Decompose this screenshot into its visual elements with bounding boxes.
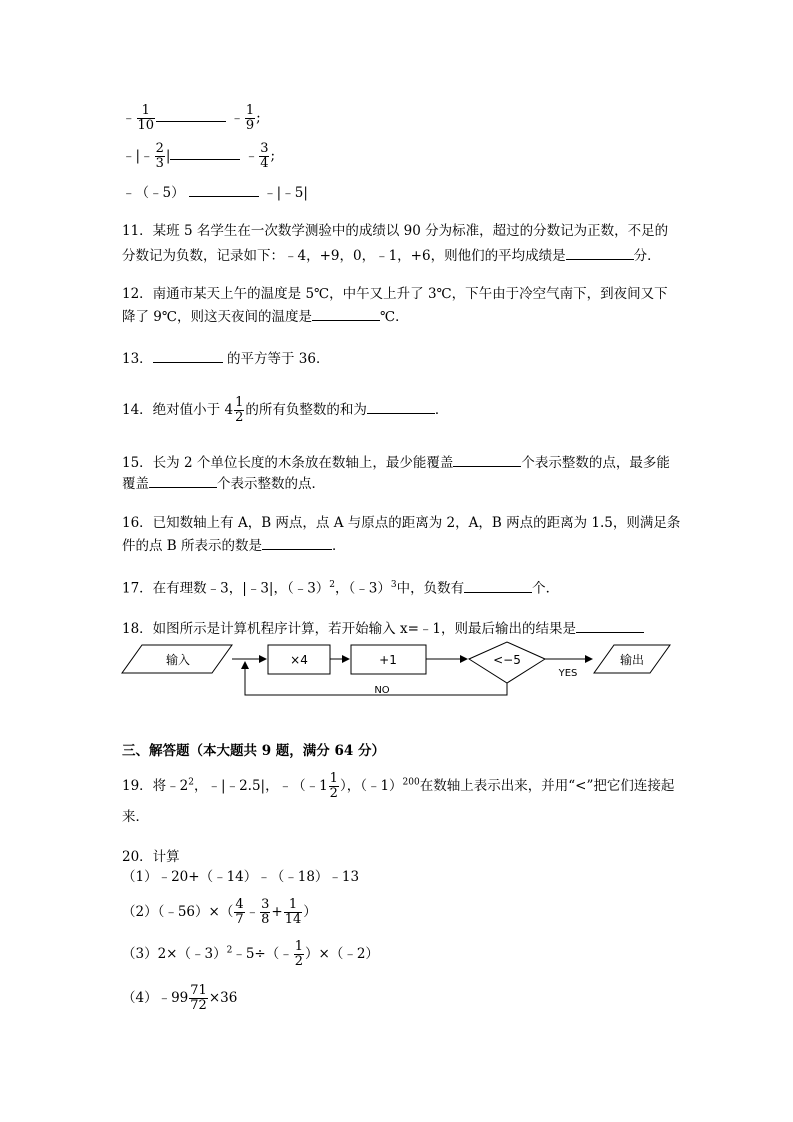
svg-text:×4: ×4 bbox=[290, 653, 308, 667]
output-label: 输出 bbox=[619, 653, 645, 667]
fraction: $\frac{1}{2}$ bbox=[235, 395, 244, 425]
q20-title: 20．计算 bbox=[122, 849, 180, 865]
answer-blank[interactable] bbox=[170, 145, 240, 160]
fraction: $\frac{1}{2}$ bbox=[329, 771, 338, 801]
comparison-line-2: ﹣|﹣ $\frac{2}{3}$ | ﹣ $\frac{3}{4}$ ; bbox=[122, 141, 276, 171]
q12-line2: 降了 9℃，则这天夜间的温度是 ℃． bbox=[122, 306, 409, 326]
fraction: $\frac{1}{2}$ bbox=[294, 939, 304, 969]
svg-text:+1: +1 bbox=[379, 653, 397, 667]
q20-part1: （1）﹣20+（﹣14）﹣（﹣18）﹣13 bbox=[122, 869, 360, 885]
fraction: $\frac{71}{72}$ bbox=[190, 983, 207, 1013]
answer-blank[interactable] bbox=[189, 182, 259, 197]
fraction: $\frac{2}{3}$ bbox=[155, 141, 164, 171]
comparison-line-3: ﹣（﹣5） ﹣|﹣5| bbox=[122, 182, 308, 202]
q11-line2: 分数记为负数，记录如下：﹣4，+9，0，﹣1，+6，则他们的平均成绩是 分． bbox=[122, 245, 661, 265]
section-3-title: 三、解答题（本大题共 9 题，满分 64 分） bbox=[122, 743, 385, 759]
q20-part4: （4）﹣99 $\frac{71}{72}$ ×36 bbox=[122, 983, 238, 1013]
answer-blank[interactable] bbox=[312, 306, 380, 321]
comparison-line-1: ﹣ $\frac{1}{10}$ ﹣ $\frac{1}{9}$ ; bbox=[122, 103, 261, 133]
fraction: $\frac{3}{4}$ bbox=[260, 141, 269, 171]
q16-line2: 件的点 B 所表示的数是 ． bbox=[122, 535, 346, 555]
q17: 17．在有理数﹣3，|﹣3|，（﹣3）$^2$，（﹣3）$^3$中，负数有 个． bbox=[122, 576, 559, 598]
fraction: $\frac{1}{9}$ bbox=[245, 103, 255, 133]
fraction: $\frac{1}{10}$ bbox=[137, 103, 155, 133]
program-flowchart bbox=[120, 640, 680, 700]
answer-blank[interactable] bbox=[464, 578, 532, 593]
answer-blank[interactable] bbox=[262, 535, 332, 550]
q12-line1: 12．南通市某天上午的温度是 5℃，中午又上升了 3℃，下午由于冷空气南下，到夜间又下 bbox=[122, 286, 668, 302]
q16-line1: 16．已知数轴上有 A，B 两点，点 A 与原点的距离为 2，A，B 两点的距离为 1.5，则满足条 bbox=[122, 515, 681, 531]
fraction: $\frac{1}{14}$ bbox=[284, 897, 302, 927]
answer-blank[interactable] bbox=[576, 618, 644, 633]
q14: 14．绝对值小于 4 $\frac{1}{2}$ 的所有负整数的和为 ． bbox=[122, 395, 449, 425]
q15-line2: 覆盖 个表示整数的点． bbox=[122, 473, 325, 493]
q15-line1: 15．长为 2 个单位长度的木条放在数轴上，最少能覆盖 个表示整数的点，最多能 bbox=[122, 452, 670, 472]
answer-blank[interactable] bbox=[367, 399, 435, 414]
q19-line1: 19．将$﹣2^2$，﹣|﹣2.5|，﹣（﹣1 $\frac{1}{2}$ ），（﹣1）$^{200}$在数轴上表示出来，并用“<”把它们连接起 bbox=[122, 771, 675, 801]
answer-blank[interactable] bbox=[153, 348, 223, 363]
yes-label: YES bbox=[558, 668, 578, 679]
answer-blank[interactable] bbox=[156, 107, 226, 122]
q20-part2: （2）（﹣56）×（ $\frac{4}{7}$ ﹣ $\frac{3}{8}$ + $\frac{1}{14}$ ） bbox=[122, 897, 317, 927]
q18: 18．如图所示是计算机程序计算，若开始输入 x=﹣1，则最后输出的结果是 bbox=[122, 618, 644, 638]
input-label: 输入 bbox=[165, 653, 191, 667]
q20-part3: （3）2×（﹣3）$^2$﹣5÷（﹣ $\frac{1}{2}$ ）×（﹣2） bbox=[122, 939, 379, 969]
answer-blank[interactable] bbox=[453, 452, 521, 467]
fraction: $\frac{4}{7}$ bbox=[235, 897, 244, 927]
svg-text:<−5: <−5 bbox=[493, 653, 521, 667]
q11-line1: 11．某班 5 名学生在一次数学测验中的成绩以 90 分为标准，超过的分数记为正数，不足的 bbox=[122, 223, 669, 239]
answer-blank[interactable] bbox=[566, 245, 634, 260]
q13: 13． 的平方等于 36． bbox=[122, 348, 329, 368]
no-label: NO bbox=[374, 685, 390, 696]
fraction: $\frac{3}{8}$ bbox=[261, 897, 270, 927]
answer-blank[interactable] bbox=[149, 473, 217, 488]
q19-line2: 来． bbox=[122, 809, 149, 825]
